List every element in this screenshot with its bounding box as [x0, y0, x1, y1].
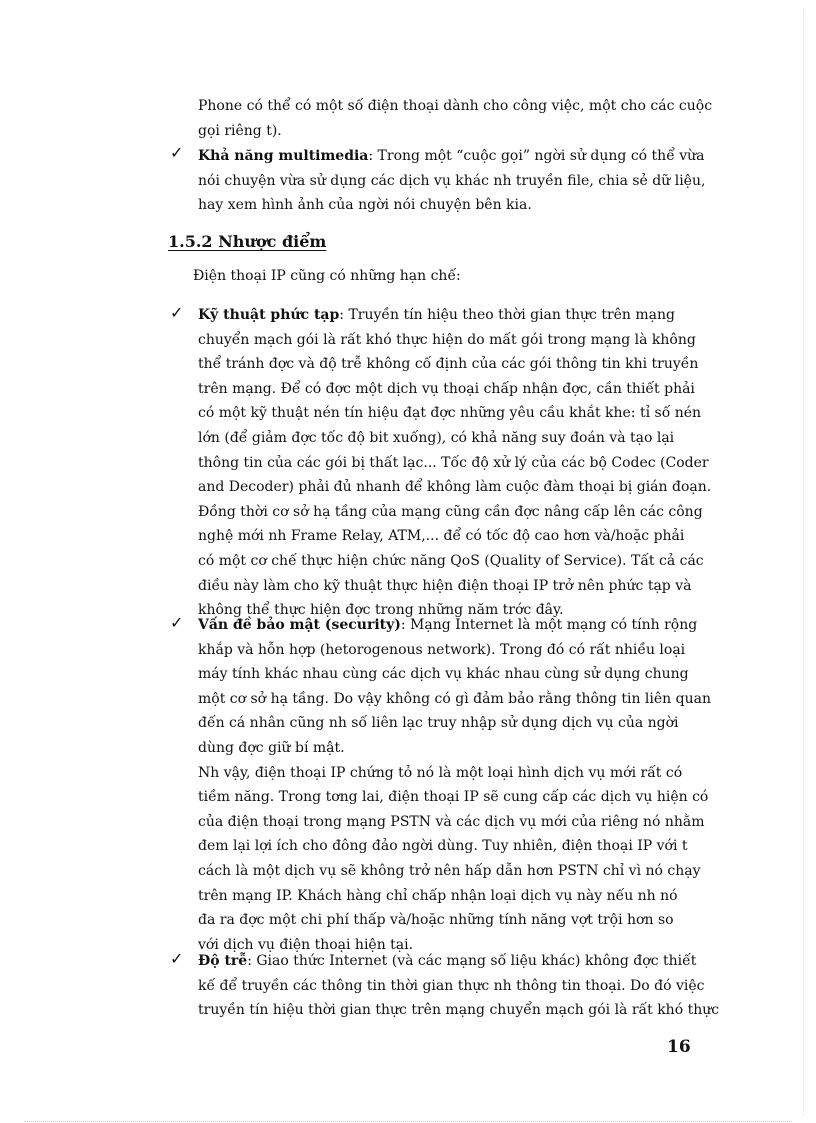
text-line: dùng đợc giữ bí mật. — [198, 739, 345, 756]
text-line: kế để truyền các thông tin thời gian thực nh thông tin thoại. Do đó việc — [198, 977, 705, 994]
text-line: tiềm năng. Trong tơng lai, điện thoại IP sẽ cung cấp các dịch vụ hiện có — [198, 789, 709, 806]
bullet-security — [198, 613, 720, 957]
bullet-delay — [198, 949, 720, 1023]
text-line: Đồng thời cơ sở hạ tầng của mạng cũng cần đợc nâng cấp lên các công — [198, 503, 703, 520]
text-line: Phone có thể có một số điện thoại dành cho công việc, một cho các cuộc — [198, 98, 713, 114]
section-intro: Điện thoại IP cũng có những hạn chế: — [193, 268, 461, 284]
text-line: : Mạng Internet là một mạng có tính rộng — [400, 617, 698, 633]
checkmark-icon: ✓ — [170, 613, 184, 632]
text-line: trên mạng. Để có đợc một dịch vụ thoại chấp nhận đợc, cần thiết phải — [198, 380, 695, 397]
text-line: trên mạng IP. Khách hàng chỉ chấp nhận loại dịch vụ này nếu nh nó — [198, 887, 678, 904]
page-bottom-border — [24, 1121, 792, 1122]
text-line: một cơ sở hạ tầng. Do vậy không có gì đảm bảo rằng thông tin liên quan — [198, 690, 711, 707]
text-line: : Truyền tín hiệu theo thời gian thực trên mạng — [339, 307, 675, 323]
text-line: lớn (để giảm đợc tốc độ bit xuống), có khả năng suy đoán và tạo lại — [198, 429, 675, 446]
text-line: chuyển mạch gói là rất khó thực hiện do mất gói trong mạng là không — [198, 331, 696, 348]
text-line: gọi riêng t). — [198, 122, 282, 139]
text-line: máy tính khác nhau cùng các dịch vụ khác nhau cùng sử dụng chung — [198, 666, 689, 683]
bullet-term: Khả năng multimedia — [198, 148, 369, 164]
paragraph-top — [198, 94, 720, 143]
bullet-term: Vấn đề bảo mật (security) — [198, 617, 401, 633]
text-line: khắp và hỗn hợp (hetorogenous network). Trong đó có rất nhiều loại — [198, 641, 686, 658]
text-line: đem lại lợi ích cho đông đảo ngời dùng. Tuy nhiên, điện thoại IP với t — [198, 838, 688, 855]
text-line: có một kỹ thuật nén tín hiệu đạt đợc những yêu cầu khắt khe: tỉ số nén — [198, 405, 702, 422]
text-line: thể tránh đợc và độ trễ không cố định của các gói thông tin khi truyền — [198, 356, 699, 373]
text-line: không thể thực hiện đợc trong những năm trớc đây. — [198, 602, 564, 619]
text-line: truyền tín hiệu thời gian thực trên mạng chuyển mạch gói là rất khó thực — [198, 1002, 720, 1019]
page-number: 16 — [667, 1037, 691, 1057]
bullet-multimedia — [198, 144, 720, 218]
text-line: cách là một dịch vụ sẽ không trở nên hấp dẫn hơn PSTN chỉ vì nó chạy — [198, 862, 701, 879]
text-line: Nh vậy, điện thoại IP chứng tỏ nó là một loại hình dịch vụ mới rất có — [198, 764, 683, 781]
text-line: thông tin của các gói bị thất lạc... Tốc độ xử lý của các bộ Codec (Coder — [198, 454, 709, 471]
bullet-term: Độ trễ — [198, 953, 248, 969]
checkmark-icon: ✓ — [170, 949, 184, 968]
bullet-technique — [198, 303, 720, 623]
checkmark-icon: ✓ — [170, 143, 184, 162]
text-line: đa ra đợc một chi phí thấp và/hoặc những tính năng vợt trội hơn so — [198, 912, 674, 929]
text-line: : Trong một “cuộc gọi” ngời sử dụng có thể vừa — [368, 148, 705, 164]
text-line: của điện thoại trong mạng PSTN và các dịch vụ mới của riêng nó nhằm — [198, 813, 705, 830]
text-line: với dịch vụ điện thoại hiện tại. — [198, 936, 414, 953]
text-line: : Giao thức Internet (và các mạng số liệu khác) không đợc thiết — [247, 953, 697, 969]
text-line: điều này làm cho kỹ thuật thực hiện điện thoại IP trở nên phức tạp và — [198, 577, 692, 594]
text-line: hay xem hình ảnh của ngời nói chuyện bên kia. — [198, 197, 532, 214]
text-line: and Decoder) phải đủ nhanh để không làm cuộc đàm thoại bị gián đoạn. — [198, 479, 712, 496]
section-heading: 1.5.2 Nhược điểm — [168, 232, 327, 251]
checkmark-icon: ✓ — [170, 303, 184, 322]
text-line: đến cá nhân cũng nh số liên lạc truy nhập sử dụng dịch vụ của ngời — [198, 715, 679, 732]
text-line: có một cơ chế thực hiện chức năng QoS (Quality of Service). Tất cả các — [198, 552, 704, 569]
bullet-term: Kỹ thuật phức tạp — [198, 307, 340, 323]
page-right-border — [803, 8, 804, 1116]
text-line: nói chuyện vừa sử dụng các dịch vụ khác nh truyền file, chia sẻ dữ liệu, — [198, 172, 706, 189]
text-line: nghệ mới nh Frame Relay, ATM,... để có tốc độ cao hơn và/hoặc phải — [198, 528, 685, 545]
